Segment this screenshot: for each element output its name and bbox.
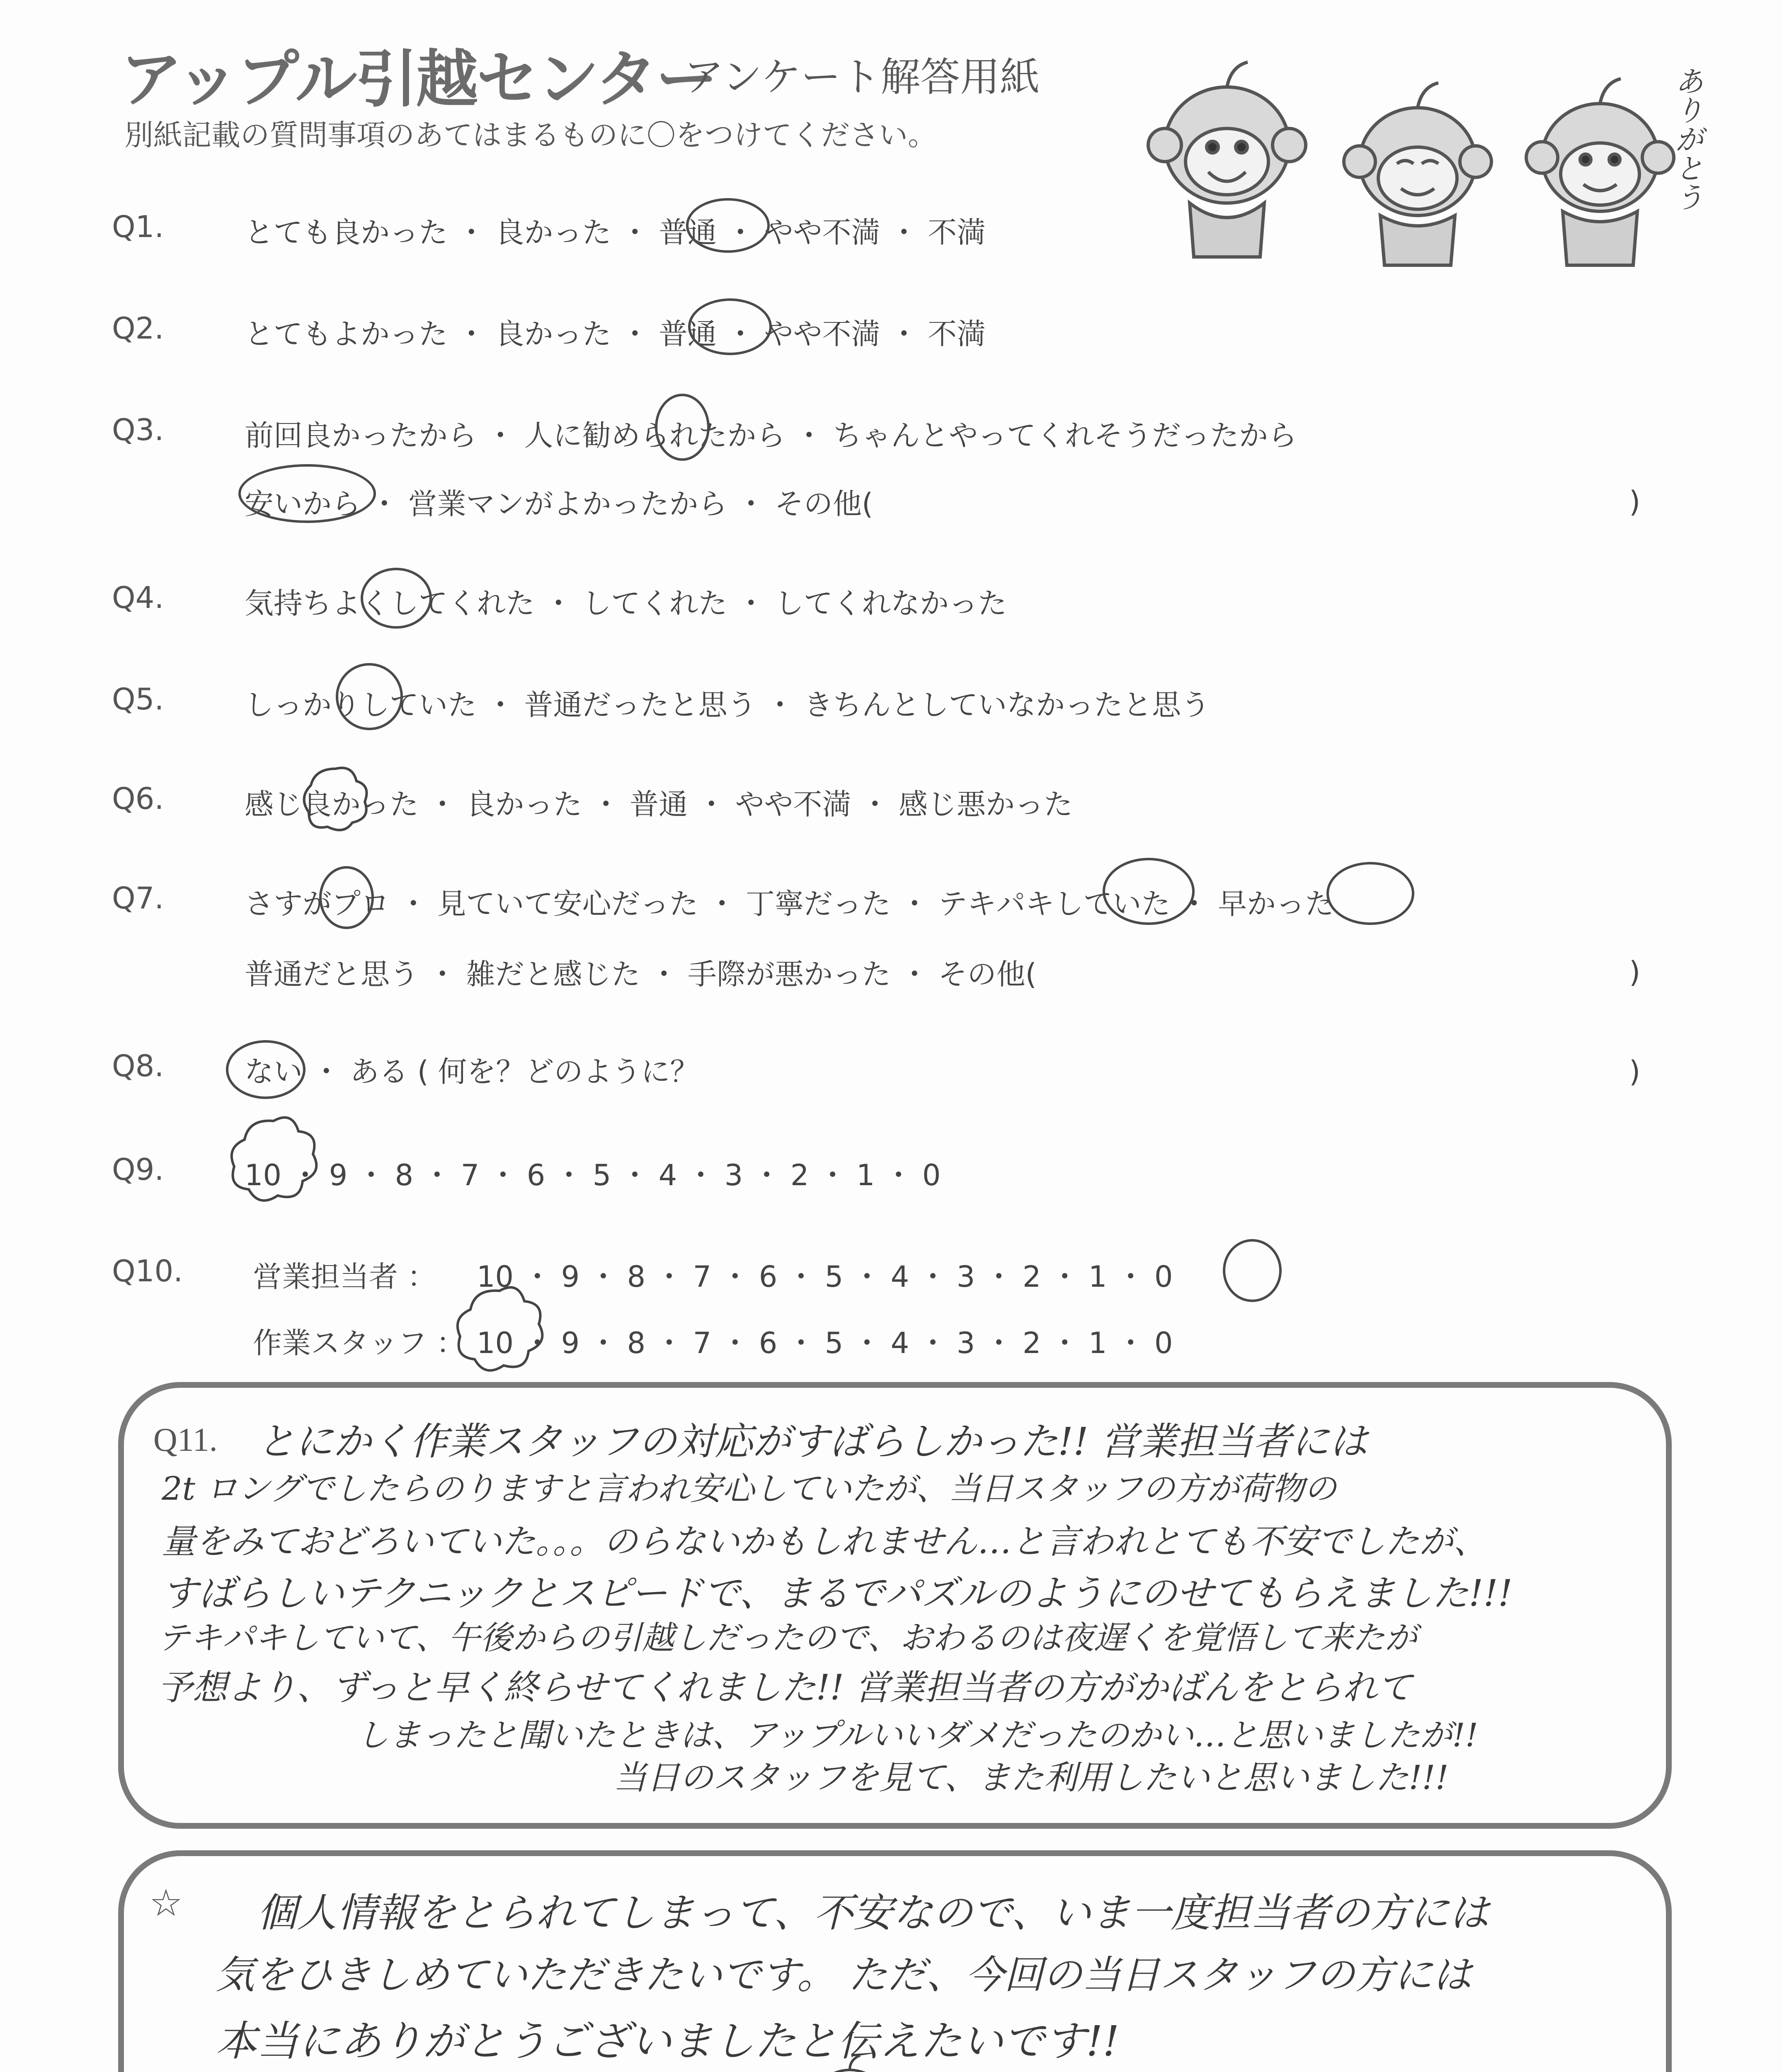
q11-line-4: すばらしいテクニックとスピードで、まるでパズルのようにのせてもらえました!!! (162, 1572, 1513, 1615)
q10-sales-label: 営業担当者 ： (253, 1260, 436, 1294)
q9-scale: 10 ・ 9 ・ 8 ・ 7 ・ 6 ・ 5 ・ 4 ・ 3 ・ 2 ・ 1 ・ 0 (245, 1158, 941, 1192)
thanks-text: ありがとう (1670, 66, 1704, 211)
answer-circle-q7b (1103, 858, 1195, 925)
answer-circle-q3b (238, 464, 376, 523)
q6-options: 感じ良かった ・ 良かった ・ 普通 ・ やや不満 ・ 感じ悪かった (245, 787, 1073, 821)
q3-label: Q3. (112, 412, 164, 447)
q10-label: Q10. (112, 1254, 183, 1288)
q10-sales-scale: 10 ・ 9 ・ 8 ・ 7 ・ 6 ・ 5 ・ 4 ・ 3 ・ 2 ・ 1 ・ 0 (477, 1260, 1173, 1294)
q4-options: 気持ちよくしてくれた ・ してくれた ・ してくれなかった (245, 586, 1007, 620)
answer-flower-q6 (298, 760, 373, 835)
answer-circle-q10-sales (1223, 1239, 1282, 1302)
q7-options-line2: 普通だと思う ・ 雑だと感じた ・ 手際が悪かった ・ その他( (245, 957, 1037, 991)
q1-label: Q1. (112, 209, 164, 244)
q11-line-2: 2t ロングでしたらのりますと言われ安心していたが、当日スタッフの方が荷物の (162, 1470, 1337, 1508)
q5-label: Q5. (112, 682, 164, 716)
comments-star-icon: ☆ (149, 1881, 183, 1925)
q5-options: しっかりしていた ・ 普通だったと思う ・ きちんとしていなかったと思う (245, 688, 1210, 722)
q9-label: Q9. (112, 1152, 164, 1187)
comments-line-1: 個人情報をとられてしまって、不安なので、いま一度担当者の方には (257, 1890, 1489, 1936)
answer-flower-q10-staff (452, 1280, 547, 1376)
q7-options-line1: さすがプロ ・ 見ていて安心だった ・ 丁寧だった ・ テキパキしていた ・ 早かった (245, 887, 1334, 921)
q2-options: とてもよかった ・ 良かった ・ 普通 ・ やや不満 ・ 不満 (245, 317, 986, 351)
q11-line-3: 量をみておどろいていた。。。のらないかもしれません…と言われとても不安でしたが、 (162, 1522, 1487, 1561)
q10-staff-label: 作業スタッフ ： (253, 1326, 466, 1360)
answer-circle-q8 (226, 1040, 305, 1099)
answer-circle-q2 (688, 298, 772, 355)
q2-label: Q2. (112, 311, 164, 346)
monkey-doodle-icon (796, 2051, 904, 2072)
q3-options-line2: 安いから ・ 営業マンがよかったから ・ その他( (245, 487, 873, 521)
comments-line-3: 本当にありがとうございましたと伝えたいです!! (216, 2017, 1120, 2065)
answer-circle-q4 (361, 568, 432, 629)
q1-options: とても良かった ・ 良かった ・ 普通 ・ やや不満 ・ 不満 (245, 215, 986, 249)
mascot-illustration (1136, 58, 1708, 274)
q8-options: ない ・ ある ( 何を？どのように？ (245, 1055, 699, 1089)
q3-options-line1: 前回良かったから ・ 人に勧められたから ・ ちゃんとやってくれそうだったから (245, 419, 1297, 453)
form-subtitle: アンケート解答用紙 (684, 54, 1040, 100)
q7-paren-close: ) (1629, 955, 1641, 989)
answer-circle-q7c (1326, 862, 1414, 925)
q10-staff-scale: 10 ・ 9 ・ 8 ・ 7 ・ 6 ・ 5 ・ 4 ・ 3 ・ 2 ・ 1 ・ 0 (477, 1326, 1173, 1360)
q8-paren-close: ) (1629, 1055, 1641, 1089)
answer-circle-q1 (686, 198, 770, 253)
answer-circle-q3 (655, 394, 710, 461)
q11-line-8: 当日のスタッフを見て、また利用したいと思いました!!! (613, 1758, 1449, 1797)
q11-label: Q11. (153, 1422, 218, 1458)
q4-label: Q4. (112, 580, 164, 615)
q3-paren-close: ) (1629, 485, 1641, 519)
q11-line-1: とにかく作業スタッフの対応がすばらしかった!! 営業担当者には (257, 1419, 1368, 1464)
instruction-text: 別紙記載の質問事項のあてはまるものに〇をつけてください。 (124, 118, 937, 152)
answer-flower-q9 (226, 1111, 321, 1206)
q11-line-7: しまったと聞いたときは、アップルいいダメだったのかい…と思いましたが!! (356, 1717, 1479, 1754)
comments-line-2: 気をひきしめていただきたいです。 ただ、今回の当日スタッフの方には (216, 1953, 1472, 1998)
answer-circle-q5 (336, 663, 403, 730)
q6-label: Q6. (112, 781, 164, 816)
q11-line-5: テキパキしていて、午後からの引越しだったので、おわるのは夜遅くを覚悟して来たが (158, 1619, 1417, 1657)
form-title: アップル引越センター (120, 44, 716, 116)
q7-label: Q7. (112, 881, 164, 915)
answer-circle-q7a (319, 866, 374, 929)
q11-line-6: 予想より、ずっと早く終らせてくれました!! 営業担当者の方がかばんをとられて (158, 1667, 1412, 1708)
q8-label: Q8. (112, 1048, 164, 1083)
